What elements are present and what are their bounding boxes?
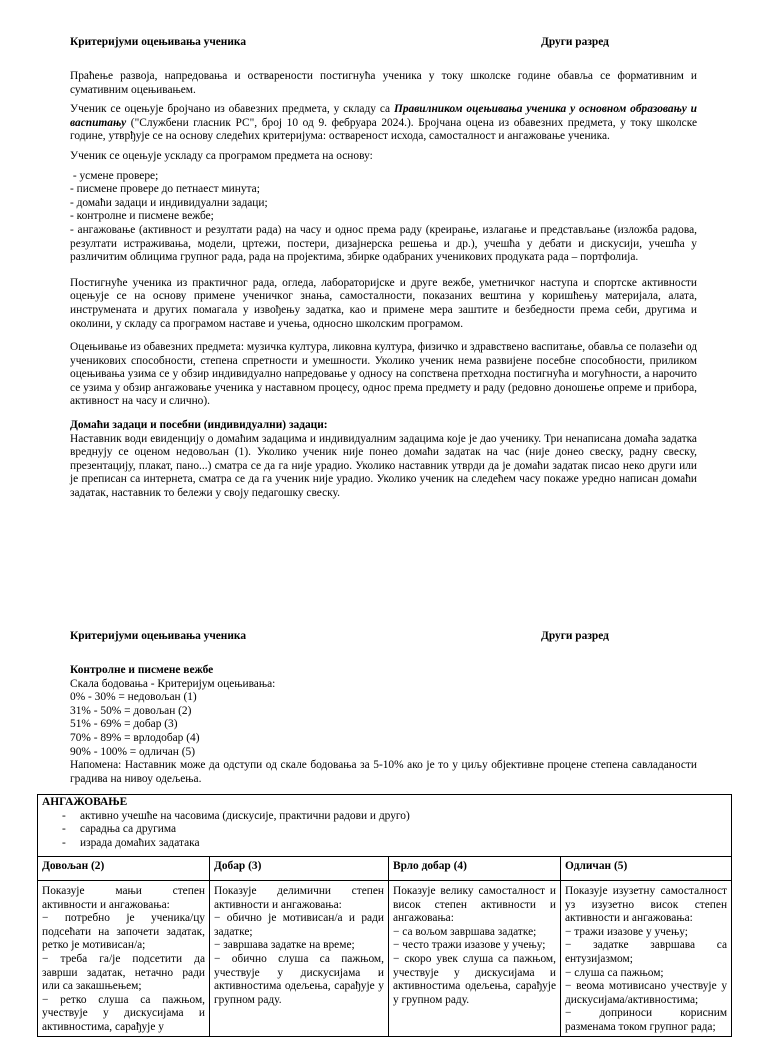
scale-item: 51% - 69% = добар (3)	[70, 718, 178, 731]
criteria-line: − доприноси корисним разменама током групног рада;	[565, 1007, 728, 1033]
header-grade-4-cell: Врло добар (4)	[389, 857, 561, 881]
criteria-line: − потребно је ученика/цу подсећати на започети задатак, ретко је мотивисан/а;	[42, 912, 205, 952]
criteria-line: Показује делимични степен активности и ангажовања:	[214, 884, 384, 911]
header-title-2: Критеријуми оцењивања ученика	[70, 630, 247, 642]
paragraph-monitoring: Праћење развоја, напредовања и остварености постигнућа ученика у току школске године обавља се формативним и сумативним оцењивањем.	[70, 70, 697, 96]
tests-title: Контролне и писмене вежбе	[70, 664, 214, 676]
engagement-item: - сарадња са другима	[80, 823, 727, 837]
criteria-line: − слуша са пажњом;	[565, 966, 664, 979]
criteria-cell-4	[389, 880, 561, 1036]
scale-item: 0% - 30% = недовољан (1)	[70, 691, 197, 704]
regulation-title: Правилником оцењивања ученика у основном образовању и васпитању	[70, 103, 697, 129]
criteria-line: − ретко слуша са пажњом, учествује у дискусијама и активностима, сарађује у	[42, 993, 205, 1033]
list-item: - усмене провере;	[70, 169, 159, 182]
criteria-line: Показује изузетну самосталност уз изузетно висок степен активности и ангажовања:	[565, 884, 728, 925]
homework-text: Наставник води евиденцију о домаћим задацима и индивидуалним задацима које је дао ученику. Три ненаписана домаћа задатка вреднују се оценом недовољан (1). Уколико ученик није понео домаћи задатак на час (није донео свеску, радну свеску, презентацију, плакат, пано...) сматра се да га није урадио. Уколико наставник утврди да је домаћи задатак писао неко други или је преписан са интернета, сматра се да га ученик није урадио. Уколико ученик на следећем часу покаже уредно написан домаћи задатак, наставник то бележи у своју педагошку свеску.	[70, 432, 697, 500]
paragraph-grading-start: Ученик се оцењује бројчано из обавезних предмета, у складу са	[70, 103, 394, 116]
header-grade-2: Други разред	[541, 630, 609, 642]
intro-section	[70, 70, 697, 501]
table-row	[38, 880, 732, 1036]
table-title-cell	[38, 795, 732, 857]
scale-item: 90% - 100% = одличан (5)	[70, 745, 196, 758]
criteria-cell-3	[210, 880, 389, 1036]
scale-note: Напомена: Наставник може да одступи од скале бодовања за 5-10% ако је то у циљу објективне процене степена савладаности градива на нивоу одељења.	[70, 759, 697, 785]
criteria-line: Показује велику самосталност и висок степен активности и ангажовања:	[393, 884, 556, 925]
table-header-row	[38, 857, 732, 881]
engagement-table	[37, 794, 732, 1037]
table-title-row	[38, 795, 732, 857]
scale-item: 70% - 89% = врлодобар (4)	[70, 731, 200, 744]
criteria-line: Показује мањи степен активности и ангажовања:	[42, 884, 205, 911]
paragraph-grading	[70, 103, 697, 144]
list-item: - ангажовање (активност и резултати рада) на часу и однос према раду (креирање, излагање и представљање (изложба радова, резултати истраживања, модели, цртежи, постери, дизајнерска решења и др.), учешћа у дебати и дискусији, учешћа у различитим облицима групног рада, рада на пројектима, збирке одабраних ученикових продуката рада – портфолија.	[70, 223, 697, 264]
homework-title: Домаћи задаци и посебни (индивидуални) задаци:	[70, 419, 328, 432]
criteria-cell-5	[561, 880, 732, 1036]
criteria-line: − са вољом завршава задатке;	[393, 925, 537, 938]
assessment-list	[70, 170, 697, 265]
criteria-line: − треба га/је подсетити да заврши задатак, нетачно ради или са закашњењем;	[42, 952, 205, 993]
paragraph-grading-end: ("Службени гласник РС", број 10 од 9. фебруара 2024.). Бројчана оцена из обавезних предмета, у току школске године, утврђује се на основу следећих критеријума: остварeност исхода, самосталност и ангажовање ученика.	[70, 116, 697, 143]
scale-title: Скала бодовања - Критеријум оцењивања:	[70, 677, 276, 690]
header-grade-2-cell: Довољан (2)	[38, 857, 210, 881]
paragraph-practical: Постигнуће ученика из практичног рада, огледа, лабораторијске и друге вежбе, уметничког наступа и спортске активности оцењује се на основу примене ученичкoг знања, самосталности, показаних вештина у коришћењу материјала, алата, инструмената и других помагала у извођењу задатка, као и примене мера заштите и безбедности према себи, другима и околини, у складу са програмом наставе и учења, односно школским програмом.	[70, 276, 697, 330]
paragraph-basis: Ученик се оцењује усклaду са програмом предмета на основу:	[70, 149, 373, 162]
list-item: - писмене провере до петнаест минута;	[70, 183, 260, 196]
paragraph-arts: Оцењивање из обавезних предмета: музичка култура, ликовна култура, физичко и здравствено васпитање, обавља се полазећи од ученикових способности, степена спретности и умешности. Уколико ученик нема развијене посебне способности, приликом оцењивања узима се у обзир индивидуално напредовање у односу на сопствена претходна постигнућа и могућности, а нарочито се узима у обзир ангажовање ученика у наставном процесу, однос према предмету и раду (редовно доношење опреме и прибора, активност на часу и слично).	[70, 341, 697, 408]
criteria-cell-2	[38, 880, 210, 1036]
engagement-items	[42, 810, 727, 851]
header-title: Критеријуми оцењивања ученика	[70, 36, 247, 48]
criteria-line: − обично слуша са пажњом, учествује у дискусијама и активностима одељења, сарађује у групном раду.	[214, 952, 384, 1006]
criteria-line: − скоро увек слуша са пажњом, учествује у дискусијама и активностима одељења, сарађује у групном раду.	[393, 952, 556, 1006]
tests-section	[70, 664, 697, 786]
criteria-line: − веома мотивисано учествује у дискусијама/активностима;	[565, 980, 728, 1006]
list-item: - домаћи задаци и индивидуални задаци;	[70, 196, 268, 209]
engagement-item: - активно учешће на часовима (дискусије, практични радови и друго)	[80, 810, 727, 824]
table-title: АНГАЖОВАЊЕ	[42, 796, 128, 808]
scale-item: 31% - 50% = довољан (2)	[70, 704, 192, 717]
criteria-line: − често тражи изазове у учењу;	[393, 939, 546, 952]
criteria-line: − тражи изазове у учењу;	[565, 925, 688, 938]
header-grade-5-cell: Одличан (5)	[561, 857, 732, 881]
criteria-line: − задатке завршава са ентузијазмом;	[565, 939, 728, 965]
criteria-line: − завршава задатке на време;	[214, 939, 355, 952]
header-grade: Други разред	[541, 36, 609, 48]
engagement-item: - израда домаћих задатака	[80, 837, 727, 851]
list-item: - контролне и писмене вежбе;	[70, 210, 214, 223]
criteria-line: − обично је мотивисан/а и ради задатке;	[214, 912, 384, 938]
header-grade-3-cell: Добар (3)	[210, 857, 389, 881]
